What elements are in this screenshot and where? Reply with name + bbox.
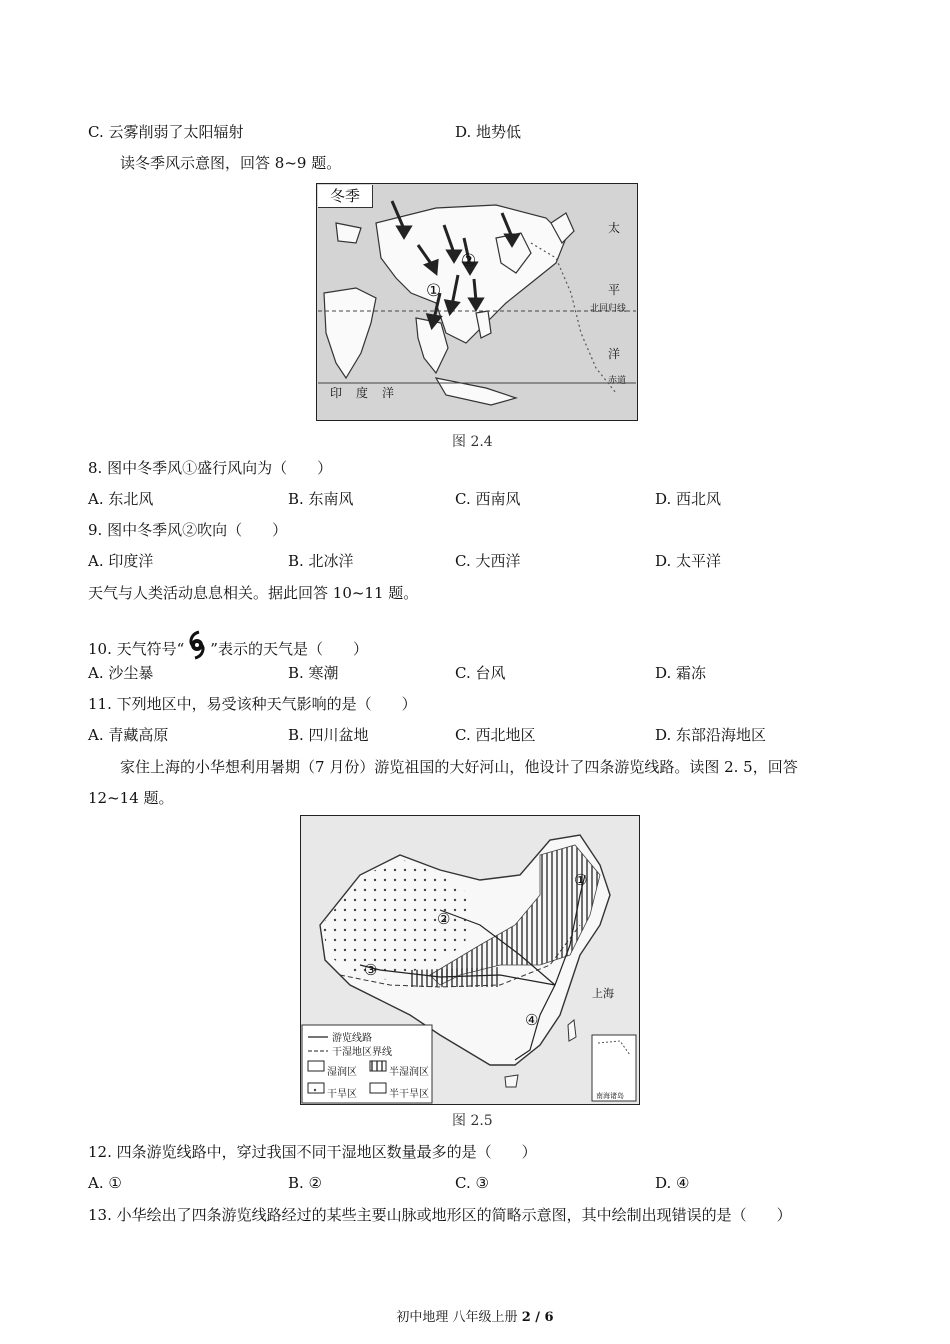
page-number: 2 / 6 — [521, 1310, 554, 1325]
pacific-char-2: 平 — [608, 283, 621, 297]
q12-option-b: B. ② — [288, 1174, 323, 1192]
figure-2-5 — [300, 815, 640, 1105]
q10-option-c: C. 台风 — [455, 664, 506, 682]
q13-stem: 13. 小华绘出了四条游览线路经过的某些主要山脉或地形区的简略示意图，其中绘制出现错误的是（ ） — [88, 1206, 792, 1224]
q12-option-c: C. ③ — [455, 1174, 489, 1192]
q12-stem: 12. 四条游览线路中，穿过我国不同干湿地区数量最多的是（ ） — [88, 1143, 537, 1161]
pacific-char-1: 太 — [608, 221, 621, 235]
q9-option-d: D. 太平洋 — [655, 552, 722, 570]
q10-option-a: A. 沙尘暴 — [88, 664, 154, 682]
route-marker-2: ② — [437, 910, 451, 928]
inset-label: 南海诸岛 — [596, 1092, 624, 1100]
q8-option-b: B. 东南风 — [288, 490, 354, 508]
q9-stem: 9. 图中冬季风②吹向（ ） — [88, 521, 288, 539]
q11-stem: 11. 下列地区中，易受该种天气影响的是（ ） — [88, 695, 417, 713]
q9-option-a: A. 印度洋 — [88, 552, 154, 570]
figure-2-5-caption: 图 2.5 — [452, 1113, 493, 1129]
typhoon-symbol-icon — [185, 630, 209, 665]
season-label: 冬季 — [318, 185, 373, 208]
figure-2-4-caption: 图 2.4 — [452, 434, 493, 450]
intro-12-14-line2: 12~14 题。 — [88, 789, 174, 807]
q8-stem: 8. 图中冬季风①盛行风向为（ ） — [88, 459, 333, 477]
q11-option-c: C. 西北地区 — [455, 726, 536, 744]
pacific-char-3: 洋 — [608, 347, 621, 361]
legend-humid: 湿润区 — [327, 1067, 357, 1078]
q12-option-d: D. ④ — [655, 1174, 690, 1192]
china-dry-wet-map — [300, 815, 640, 1105]
q11-option-d: D. 东部沿海地区 — [655, 726, 767, 744]
equator-label: 赤道 — [608, 376, 627, 386]
q10-option-b: B. 寒潮 — [288, 664, 339, 682]
tropic-label: 北回归线 — [590, 304, 627, 314]
q11-option-a: A. 青藏高原 — [88, 726, 169, 744]
q8-option-d: D. 西北风 — [655, 490, 722, 508]
route-marker-3: ③ — [364, 961, 378, 979]
footer-title: 初中地理 八年级上册 — [396, 1310, 522, 1325]
q12-option-a: A. ① — [88, 1174, 122, 1192]
legend-boundary: 干湿地区界线 — [332, 1047, 392, 1058]
option-c: C. 云雾削弱了太阳辐射 — [88, 123, 244, 141]
legend-semi-humid: 半湿润区 — [389, 1067, 429, 1078]
marker-1: ① — [426, 281, 442, 301]
shanghai-label: 上海 — [592, 987, 614, 1000]
intro-8-9: 读冬季风示意图，回答 8~9 题。 — [120, 154, 342, 172]
page-footer — [0, 1306, 950, 1325]
legend-semi-arid: 半干旱区 — [389, 1089, 429, 1100]
q10-stem: 10. 天气符号“ ”表示的天气是（ ） — [88, 630, 368, 665]
q10-option-d: D. 霜冻 — [655, 664, 707, 682]
q9-option-c: C. 大西洋 — [455, 552, 521, 570]
q8-option-c: C. 西南风 — [455, 490, 521, 508]
q11-option-b: B. 四川盆地 — [288, 726, 369, 744]
legend-route: 游览线路 — [332, 1033, 372, 1044]
q8-option-a: A. 东北风 — [88, 490, 154, 508]
intro-12-14-line1: 家住上海的小华想利用暑期（7 月份）游览祖国的大好河山，他设计了四条游览线路。读图 2. 5，回答 — [120, 758, 798, 776]
route-marker-4: ④ — [525, 1011, 539, 1029]
option-d: D. 地势低 — [455, 123, 522, 141]
figure-2-4 — [316, 183, 638, 421]
intro-10-11: 天气与人类活动息息相关。据此回答 10~11 题。 — [88, 584, 419, 602]
legend-arid: 干旱区 — [327, 1089, 357, 1100]
indian-ocean-label: 印 度 洋 — [330, 386, 395, 400]
route-marker-1: ① — [574, 871, 588, 889]
marker-2: ② — [461, 251, 477, 271]
q9-option-b: B. 北冰洋 — [288, 552, 354, 570]
